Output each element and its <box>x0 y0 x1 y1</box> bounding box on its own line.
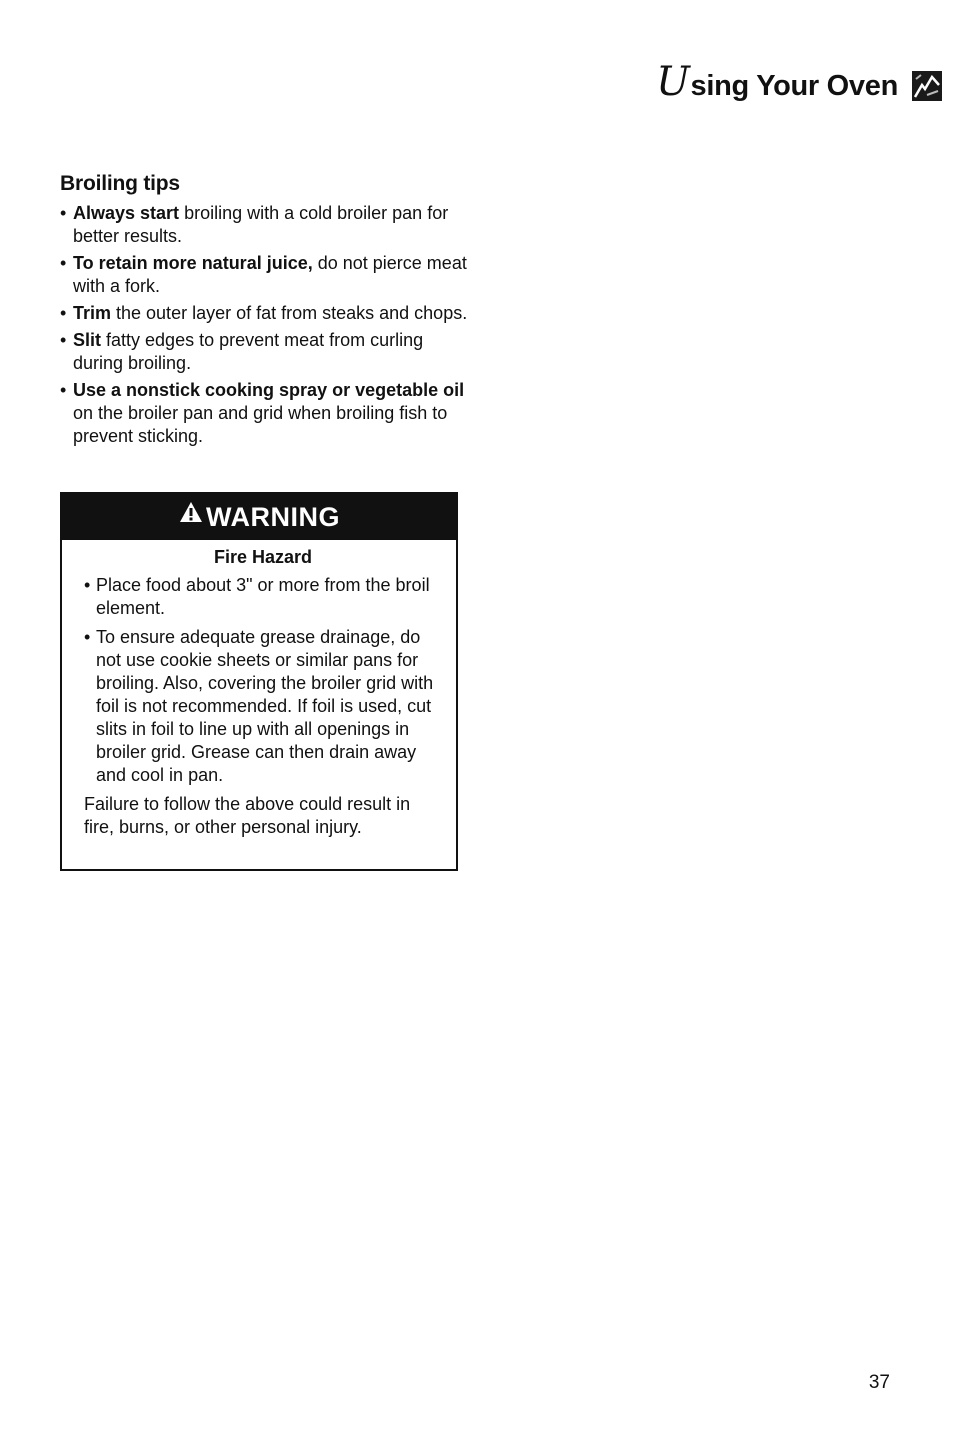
oven-brand-icon <box>912 71 942 101</box>
warning-banner <box>62 494 456 540</box>
tip-text: fatty edges to prevent meat from curling during broiling. <box>73 330 424 373</box>
hazard-title: Fire Hazard <box>213 547 313 567</box>
warning-box <box>60 492 458 871</box>
tip-bold: Slit <box>73 330 102 350</box>
page-number: 37 <box>868 1372 890 1393</box>
tip-bold: Trim <box>73 303 112 323</box>
page-header <box>656 59 942 106</box>
tip-text: the outer layer of fat from steaks and chops. <box>111 303 468 323</box>
title-rest: sing Your Oven <box>690 70 898 102</box>
warning-body <box>62 540 456 839</box>
broiling-tips-section <box>60 172 470 452</box>
tip-bold: Use a nonstick cooking spray or vegetable oil <box>73 380 465 400</box>
warning-list <box>84 574 442 787</box>
tip-bold: To retain more natural juice, <box>73 253 313 273</box>
list-item: • To ensure adequate grease drainage, do not use cookie sheets or similar pans for broiling. Also, covering the broiler grid with foil is not recommended. If foil is used, cut slits in foil to line up with all openings in broiler grid. Grease can then drain away and cool in pan. <box>84 626 442 787</box>
list-item <box>60 379 470 448</box>
list-item <box>60 329 470 375</box>
page-title <box>656 59 898 106</box>
list-item <box>60 252 470 298</box>
warning-footer: Failure to follow the above could result in fire, burns, or other personal injury. <box>84 794 411 837</box>
title-initial: U <box>656 59 690 105</box>
section-title: Broiling tips <box>60 172 180 195</box>
list-item <box>60 202 470 248</box>
alert-triangle-icon <box>178 500 204 531</box>
list-item <box>60 302 470 325</box>
tip-text: do not pierce meat with a fork. <box>73 253 467 296</box>
warning-label: WARNING <box>206 501 340 532</box>
tip-bold: Always start <box>73 203 180 223</box>
tip-text: broiling with a cold broiler pan for better results. <box>73 203 449 246</box>
list-item: • Place food about 3" or more from the broil element. <box>84 574 442 620</box>
tip-text: on the broiler pan and grid when broiling fish to prevent sticking. <box>73 403 448 446</box>
tips-list <box>60 202 470 448</box>
